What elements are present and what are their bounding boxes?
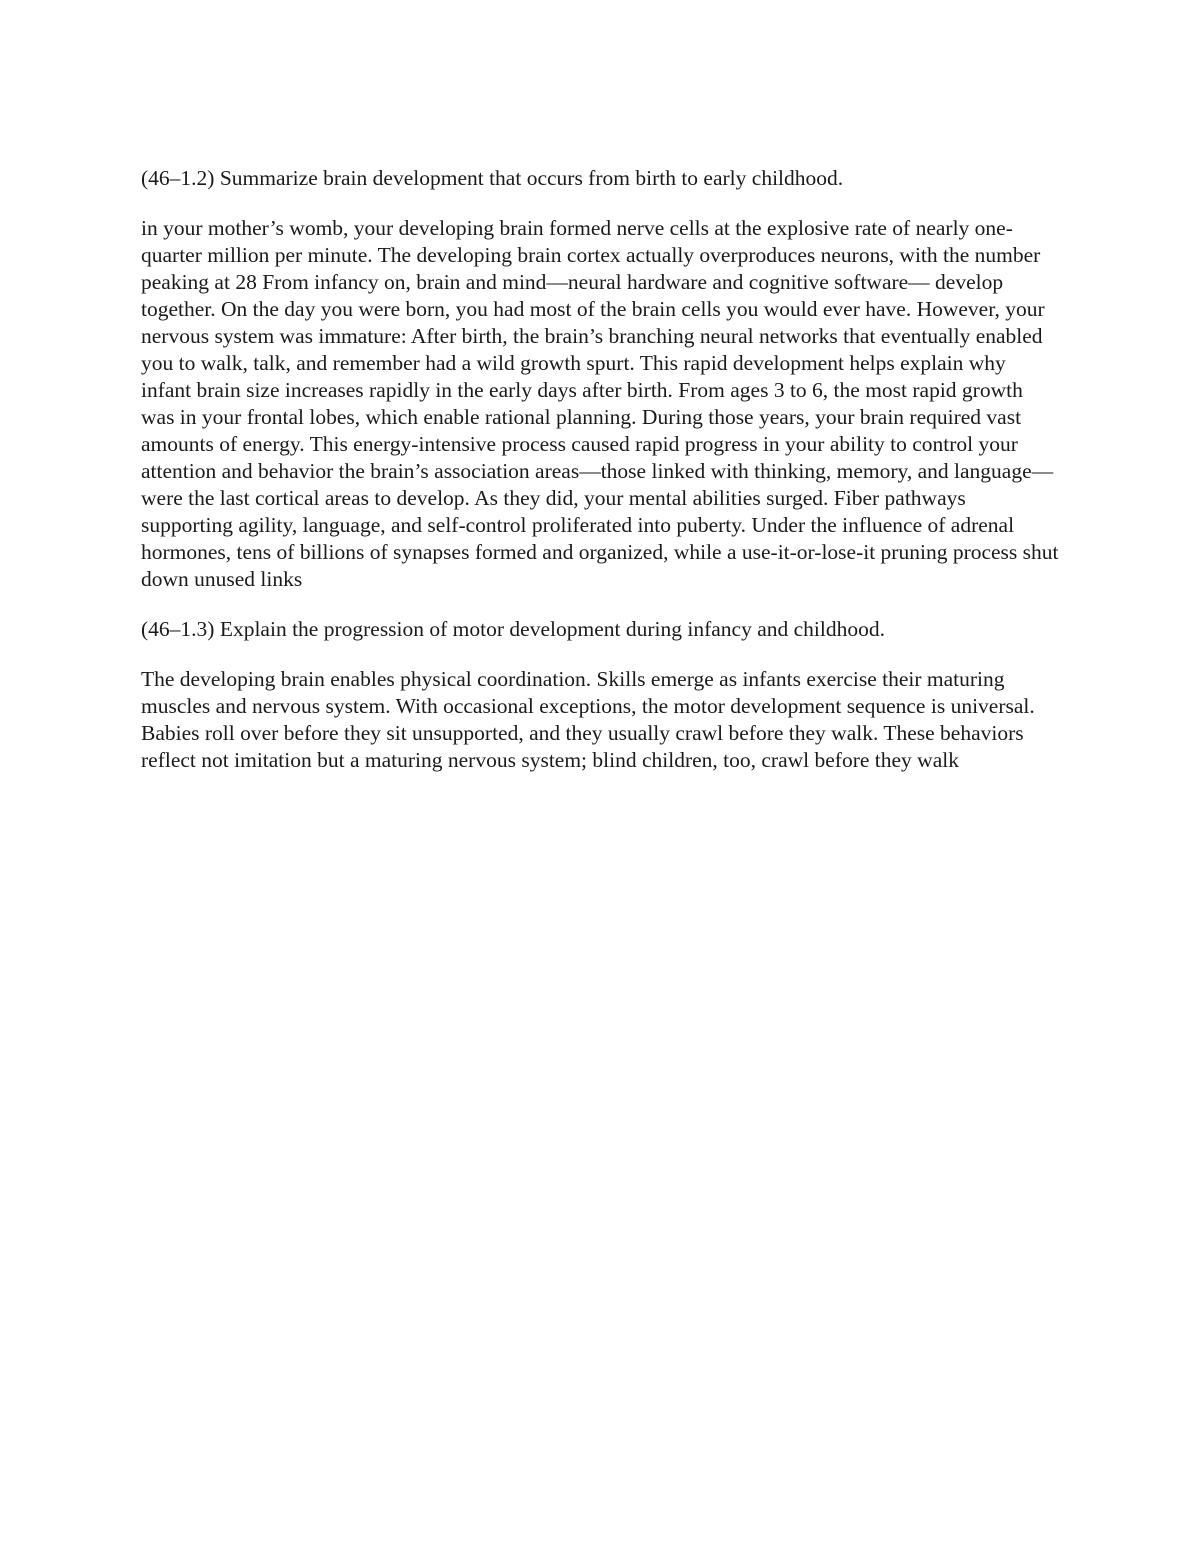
document-content [141, 165, 1061, 797]
answer-paragraph-46-1-3: The developing brain enables physical coordination. Skills emerge as infants exercise their maturing muscles and nervous system. With occasional exceptions, the motor development sequence is universal. Babies roll over before they sit unsupported, and they usually crawl before they walk. These behaviors reflect not imitation but a maturing nervous system; blind children, too, crawl before they walk [141, 667, 1035, 772]
question-heading-46-1-2: (46–1.2) Summarize brain development that occurs from birth to early childhood. [141, 166, 844, 190]
question-heading-46-1-3: (46–1.3) Explain the progression of motor development during infancy and childhood. [141, 617, 885, 641]
answer-paragraph-46-1-2: in your mother’s womb, your developing brain formed nerve cells at the explosive rate of nearly one-quarter million per minute. The developing brain cortex actually overproduces neurons, with the number peaking at 28 From infancy on, brain and mind—neural hardware and cognitive software— develop together. On the day you were born, you had most of the brain cells you would ever have. However, your nervous system was immature: After birth, the brain’s branching neural networks that eventually enabled you to walk, talk, and remember had a wild growth spurt. This rapid development helps explain why infant brain size increases rapidly in the early days after birth. From ages 3 to 6, the most rapid growth was in your frontal lobes, which enable rational planning. During those years, your brain required vast amounts of energy. This energy-intensive process caused rapid progress in your ability to control your attention and behavior the brain’s association areas—those linked with thinking, memory, and language— were the last cortical areas to develop. As they did, your mental abilities surged. Fiber pathways supporting agility, language, and self-control proliferated into puberty. Under the influence of adrenal hormones, tens of billions of synapses formed and organized, while a use-it-or-lose-it pruning process shut down unused links [141, 216, 1059, 591]
